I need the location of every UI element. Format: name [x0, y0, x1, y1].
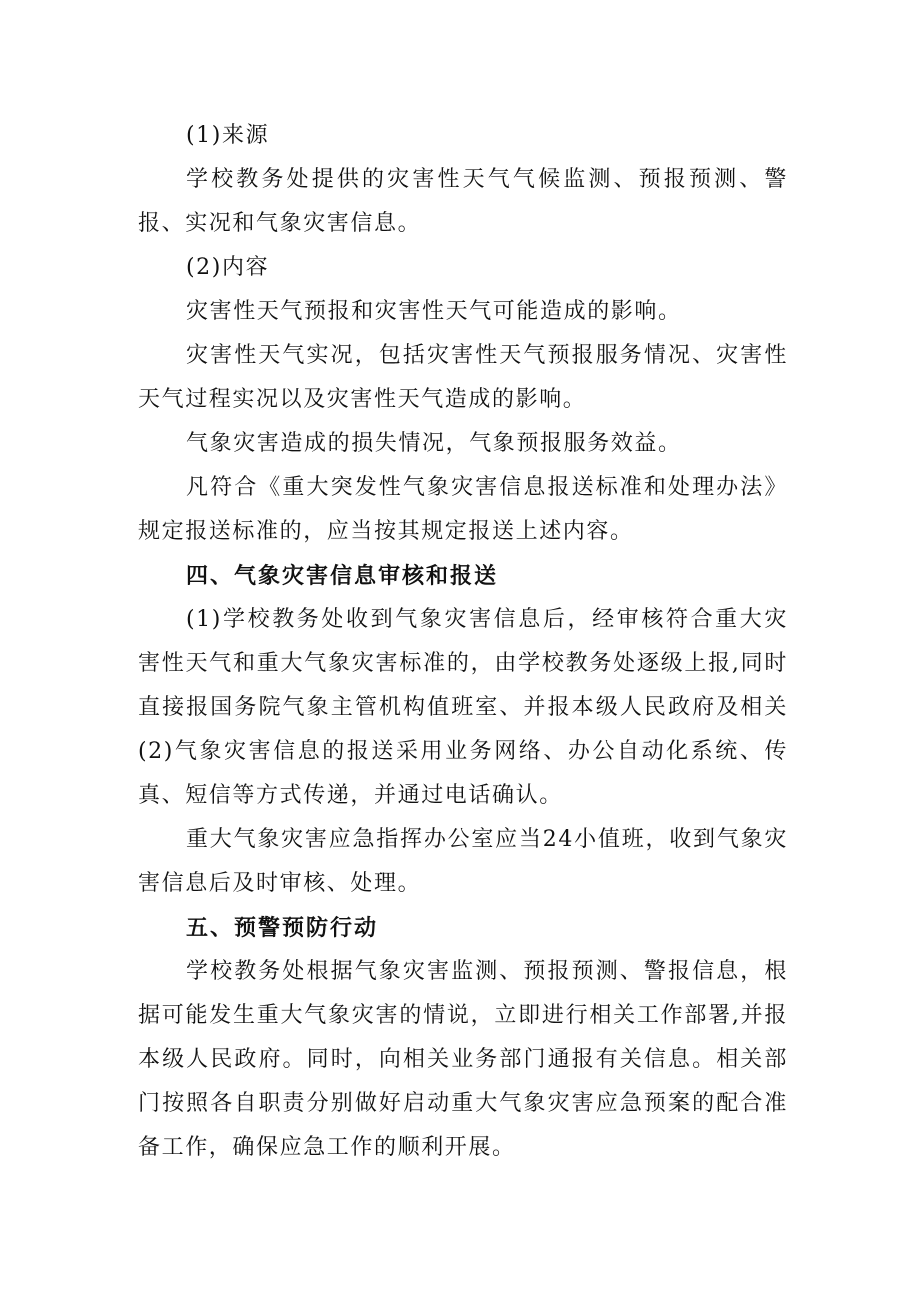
paragraph-content-live: 灾害性天气实况，包括灾害性天气预报服务情况、灾害性天气过程实况以及灾害性天气造成的影响。 [138, 343, 788, 412]
paragraph-duty-office: 重大气象灾害应急指挥办公室应当24小值班，收到气象灾害信息后及时审核、处理。 [138, 827, 788, 896]
paragraph-content-loss: 气象灾害造成的损失情况，气象预报服务效益。 [186, 431, 682, 456]
document-body [138, 114, 788, 1170]
paragraph-review-report: (1)学校教务处收到气象灾害信息后，经审核符合重大灾害性天气和重大气象灾害标准的，由学校教务处逐级上报,同时直接报国务院气象主管机构值班室、并报本级人民政府及相关(2)气象灾害信息的报送采用业务网络、办公自动化系统、传真、短信等方式传递，并通过电话确认。 [138, 607, 788, 808]
paragraph-content-standard: 凡符合《重大突发性气象灾害信息报送标准和处理办法》规定报送标准的，应当按其规定报送上述内容。 [138, 475, 788, 544]
paragraph-prevention: 学校教务处根据气象灾害监测、预报预测、警报信息，根据可能发生重大气象灾害的情说，立即进行相关工作部署,并报本级人民政府。同时，向相关业务部门通报有关信息。相关部门按照各自职责分别做好启动重大气象灾害应急预案的配合准备工作，确保应急工作的顺利开展。 [138, 959, 788, 1160]
section-heading-4: 四、气象灾害信息审核和报送 [186, 563, 499, 589]
paragraph-content-label: (2)内容 [186, 255, 270, 280]
paragraph-source-text: 学校教务处提供的灾害性天气气候监测、预报预测、警报、实况和气象灾害信息。 [138, 167, 788, 236]
paragraph-content-forecast: 灾害性天气预报和灾害性天气可能造成的影响。 [186, 299, 682, 324]
paragraph-source-label: (1)来源 [186, 123, 270, 148]
section-heading-5: 五、预警预防行动 [186, 915, 379, 941]
